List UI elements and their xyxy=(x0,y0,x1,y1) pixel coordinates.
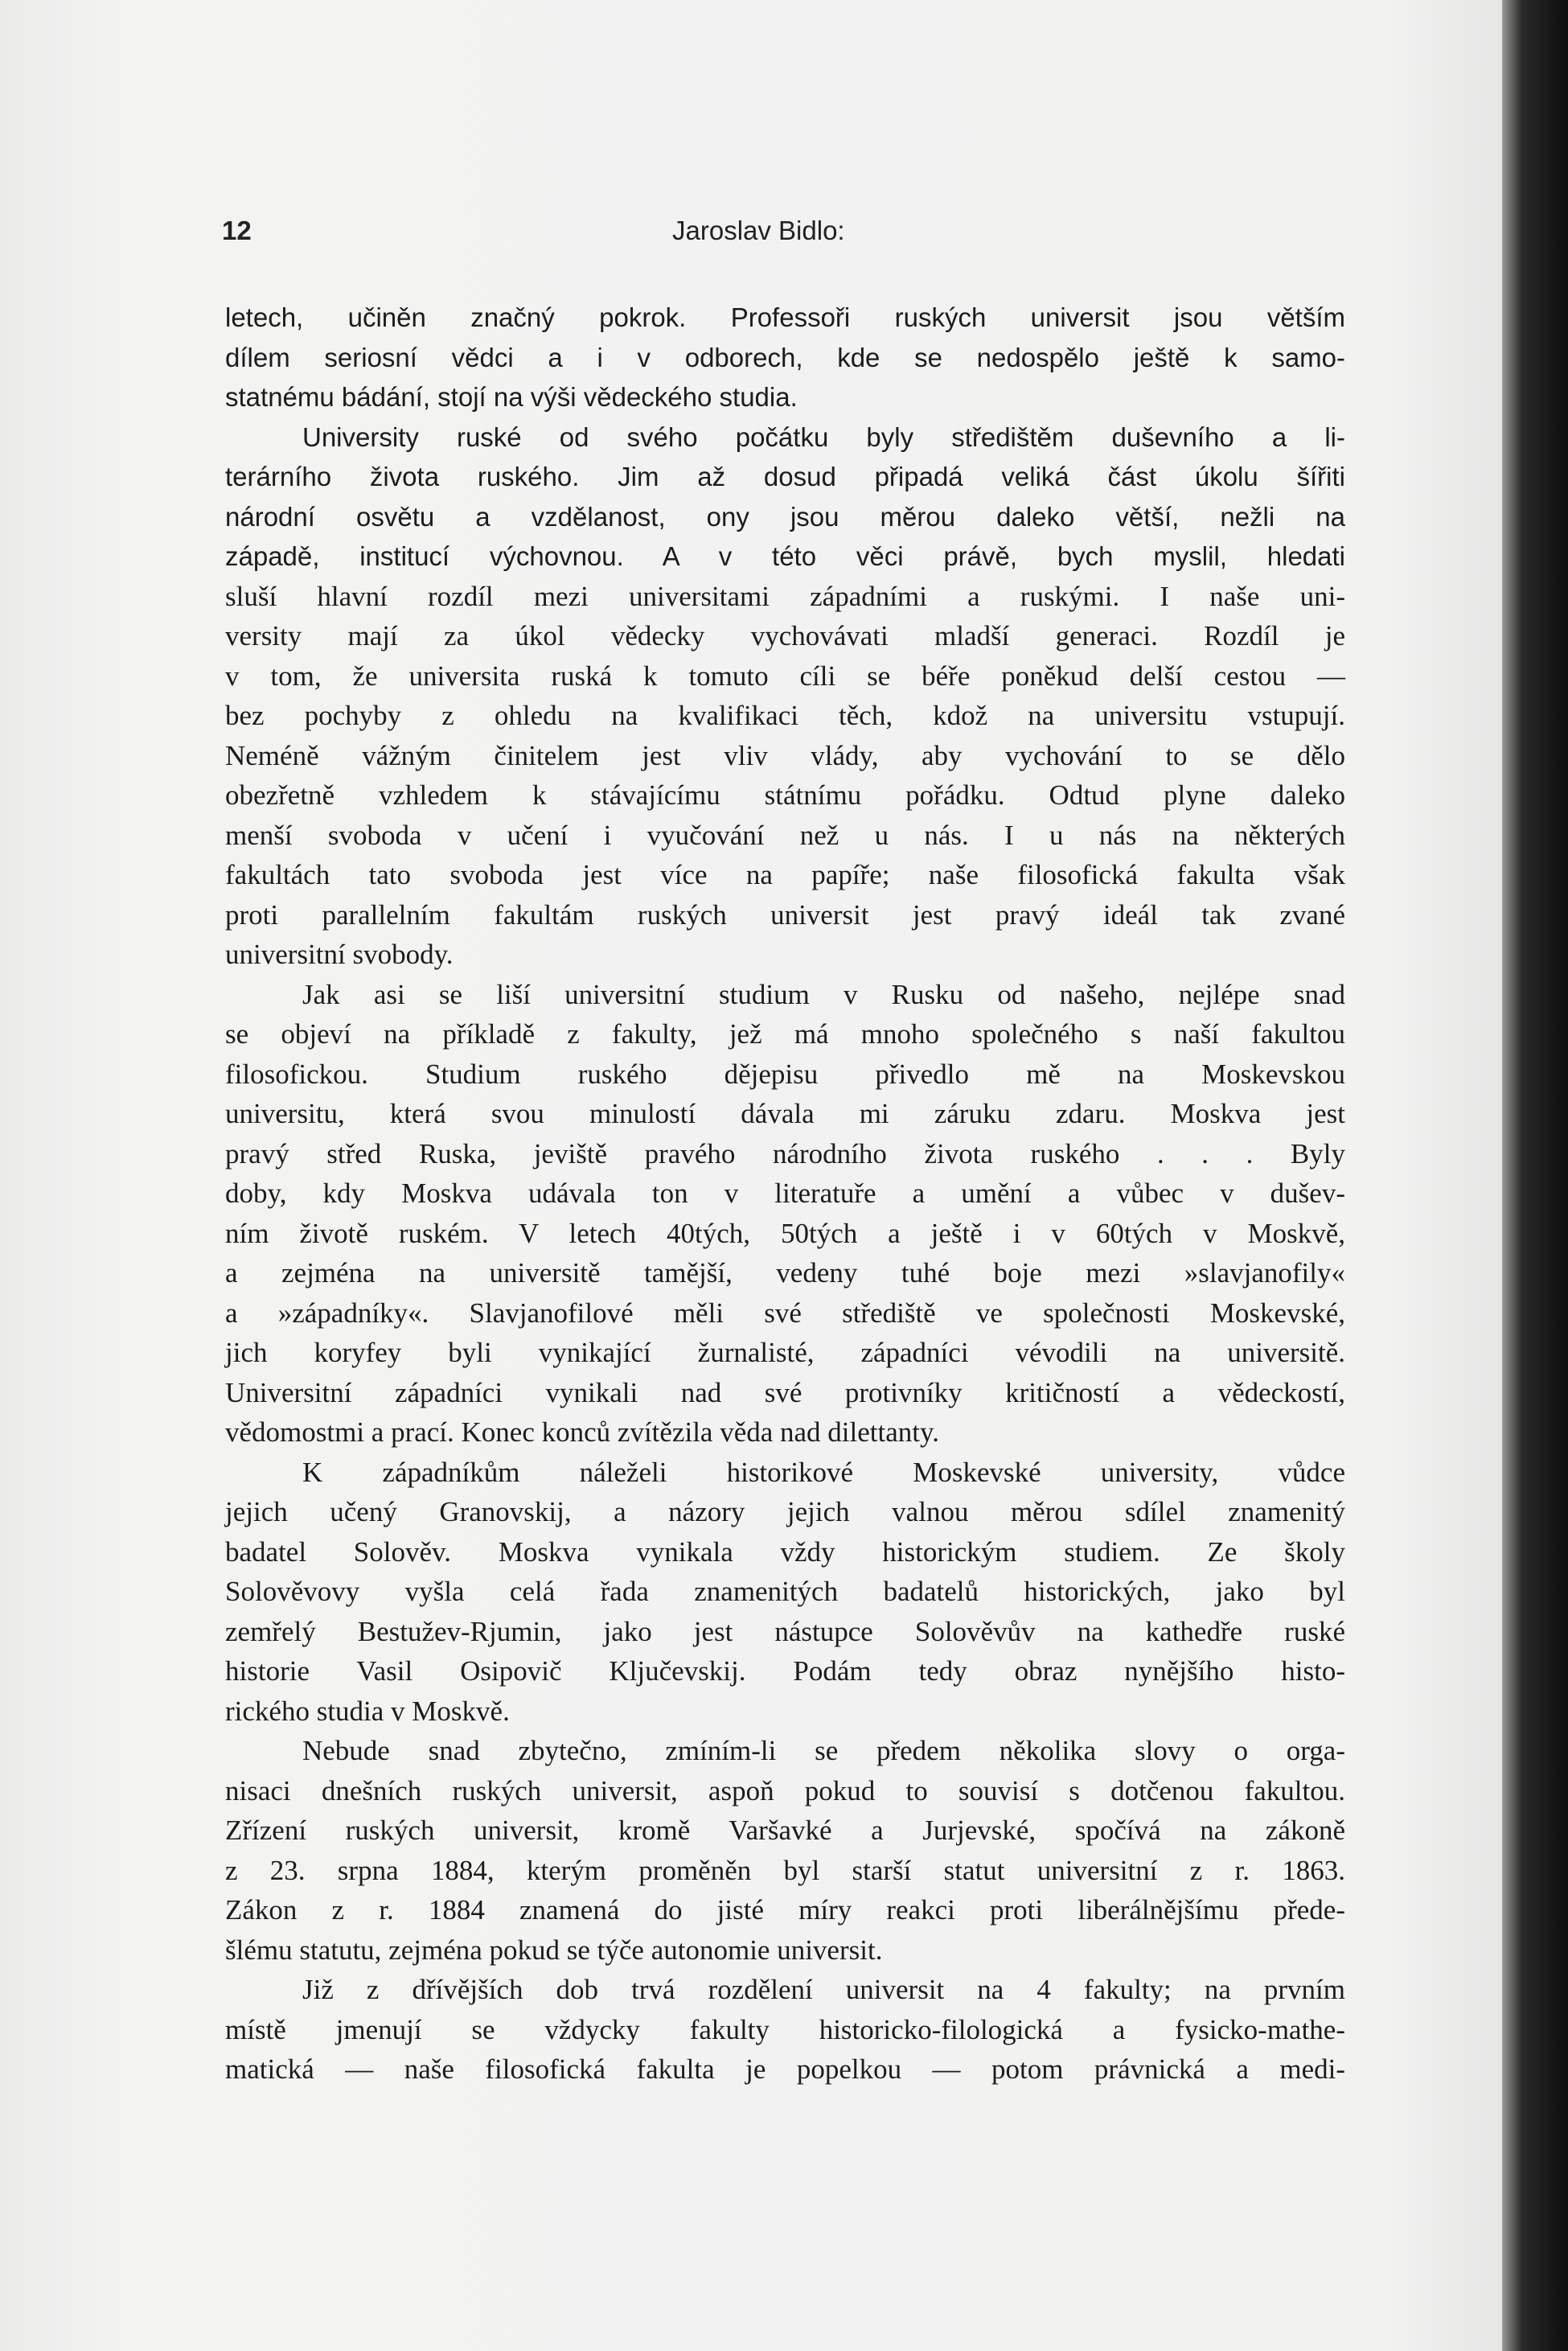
text-line: versity mají za úkol vědecky vychovávati mladší generaci. Rozdíl je xyxy=(225,620,1345,651)
text-line: v tom, že universita ruská k tomuto cíli se béře poněkud delší cestou — xyxy=(225,660,1345,692)
text-line: proti parallelním fakultám ruských universit jest pravý ideál tak zvané xyxy=(225,898,1345,931)
body-text xyxy=(225,298,1345,2090)
text-line: Zákon z r. 1884 znamená do jisté míry reakci proti liberálnějšímu přede- xyxy=(225,1894,1345,1926)
text-line: badatel Solověv. Moskva vynikala vždy historickým studiem. Ze školy xyxy=(225,1535,1345,1568)
text-line: nisaci dnešních ruských universit, aspoň pokud to souvisí s dotčenou fakultou. xyxy=(225,1774,1345,1806)
text-line: historie Vasil Osipovič Ključevskij. Podám tedy obraz nynějšího histo- xyxy=(225,1655,1345,1687)
text-line: Již z dřívějších dob trvá rozdělení universit na 4 fakulty; na prvním xyxy=(302,1974,1345,2005)
text-line: šlému statutu, zejména pokud se týče autonomie universit. xyxy=(225,1934,883,1966)
text-line: Jak asi se liší universitní studium v Rusku od našeho, nejlépe snad xyxy=(302,978,1345,1010)
text-line: filosofickou. Studium ruského dějepisu přivedlo mě na Moskevskou xyxy=(225,1058,1345,1090)
text-line: zemřelý Bestužev-Rjumin, jako jest nástupce Solověvův na kathedře ruské xyxy=(225,1615,1345,1647)
text-line: universitní svobody. xyxy=(225,939,454,970)
page-header xyxy=(222,216,1348,256)
text-line: matická — naše filosofická fakulta je popelkou — potom právnická a medi- xyxy=(225,2053,1345,2085)
text-line: a »západníky«. Slavjanofilové měli své střediště ve společnosti Moskevské, xyxy=(225,1297,1345,1329)
text-line: národní osvětu a vzdělanost, ony jsou měrou daleko větší, nežli na xyxy=(225,501,1345,532)
text-line: statnému bádání, stojí na výši vědeckého studia. xyxy=(225,382,798,412)
text-line: Zřízení ruských universit, kromě Varšavké a Jurjevské, spočívá na zákoně xyxy=(225,1815,1345,1846)
text-line: pravý střed Ruska, jeviště pravého národního života ruského . . . Byly xyxy=(225,1137,1345,1169)
text-line: rického studia v Moskvě. xyxy=(225,1695,510,1727)
text-line: a zejména na universitě tamější, vedeny tuhé boje mezi »slavjanofily« xyxy=(225,1257,1345,1289)
text-line: fakultách tato svoboda jest více na papíře; naše filosofická fakulta však xyxy=(225,859,1345,890)
text-line: sluší hlavní rozdíl mezi universitami západními a ruskými. I naše uni- xyxy=(225,580,1345,612)
text-line: University ruské od svého počátku byly středištěm duševního a li- xyxy=(302,421,1345,452)
text-line: z 23. srpna 1884, kterým proměněn byl starší statut universitní z r. 1863. xyxy=(225,1854,1345,1886)
text-line: jejich učený Granovskij, a názory jejich valnou měrou sdílel znamenitý xyxy=(225,1496,1345,1527)
text-line: letech, učiněn značný pokrok. Professoři ruských universit jsou větším xyxy=(225,302,1345,332)
text-line: západě, institucí výchovnou. A v této věci právě, bych myslil, hledati xyxy=(225,541,1345,571)
text-line: universitu, která svou minulostí dávala mi záruku zdaru. Moskva jest xyxy=(225,1098,1345,1129)
running-head: Jaroslav Bidlo: xyxy=(672,216,845,245)
text-line: Neméně vážným činitelem jest vliv vlády, aby vychování to se dělo xyxy=(225,739,1345,771)
page-edge-shadow xyxy=(1502,0,1568,2351)
text-line: dílem seriosní vědci a i v odborech, kde se nedospělo ještě k samo- xyxy=(225,342,1345,372)
text-line: K západníkům náleželi historikové Moskevské university, vůdce xyxy=(302,1456,1345,1488)
text-line: Solověvovy vyšla celá řada znamenitých badatelů historických, jako byl xyxy=(225,1576,1345,1607)
page-number: 12 xyxy=(222,216,252,245)
text-line: obezřetně vzhledem k stávajícímu státnímu pořádku. Odtud plyne daleko xyxy=(225,779,1345,811)
text-line: jich koryfey byli vynikající žurnalisté, západníci vévodili na universitě. xyxy=(225,1337,1345,1368)
text-line: doby, kdy Moskva udávala ton v literatuře a umění a vůbec v dušev- xyxy=(225,1178,1345,1209)
text-line: Nebude snad zbytečno, zmíním-li se předem několika slovy o orga- xyxy=(302,1735,1345,1766)
text-line: ním životě ruském. V letech 40tých, 50tých a ještě i v 60tých v Moskvě, xyxy=(225,1217,1345,1249)
text-line: bez pochyby z ohledu na kvalifikaci těch, kdož na universitu vstupují. xyxy=(225,700,1345,731)
text-line: se objeví na příkladě z fakulty, jež má mnoho společného s naší fakultou xyxy=(225,1018,1345,1050)
text-line: terárního života ruského. Jim až dosud připadá veliká část úkolu šířiti xyxy=(225,462,1345,491)
text-line: místě jmenují se vždycky fakulty historicko-filologická a fysicko-mathe- xyxy=(225,2013,1345,2045)
text-line: menší svoboda v učení i vyučování než u nás. I u nás na některých xyxy=(225,819,1345,851)
text-line: Universitní západníci vynikali nad své protivníky kritičností a vědeckostí, xyxy=(225,1376,1345,1408)
text-line: vědomostmi a prací. Konec konců zvítězila věda nad dilettanty. xyxy=(225,1416,939,1448)
